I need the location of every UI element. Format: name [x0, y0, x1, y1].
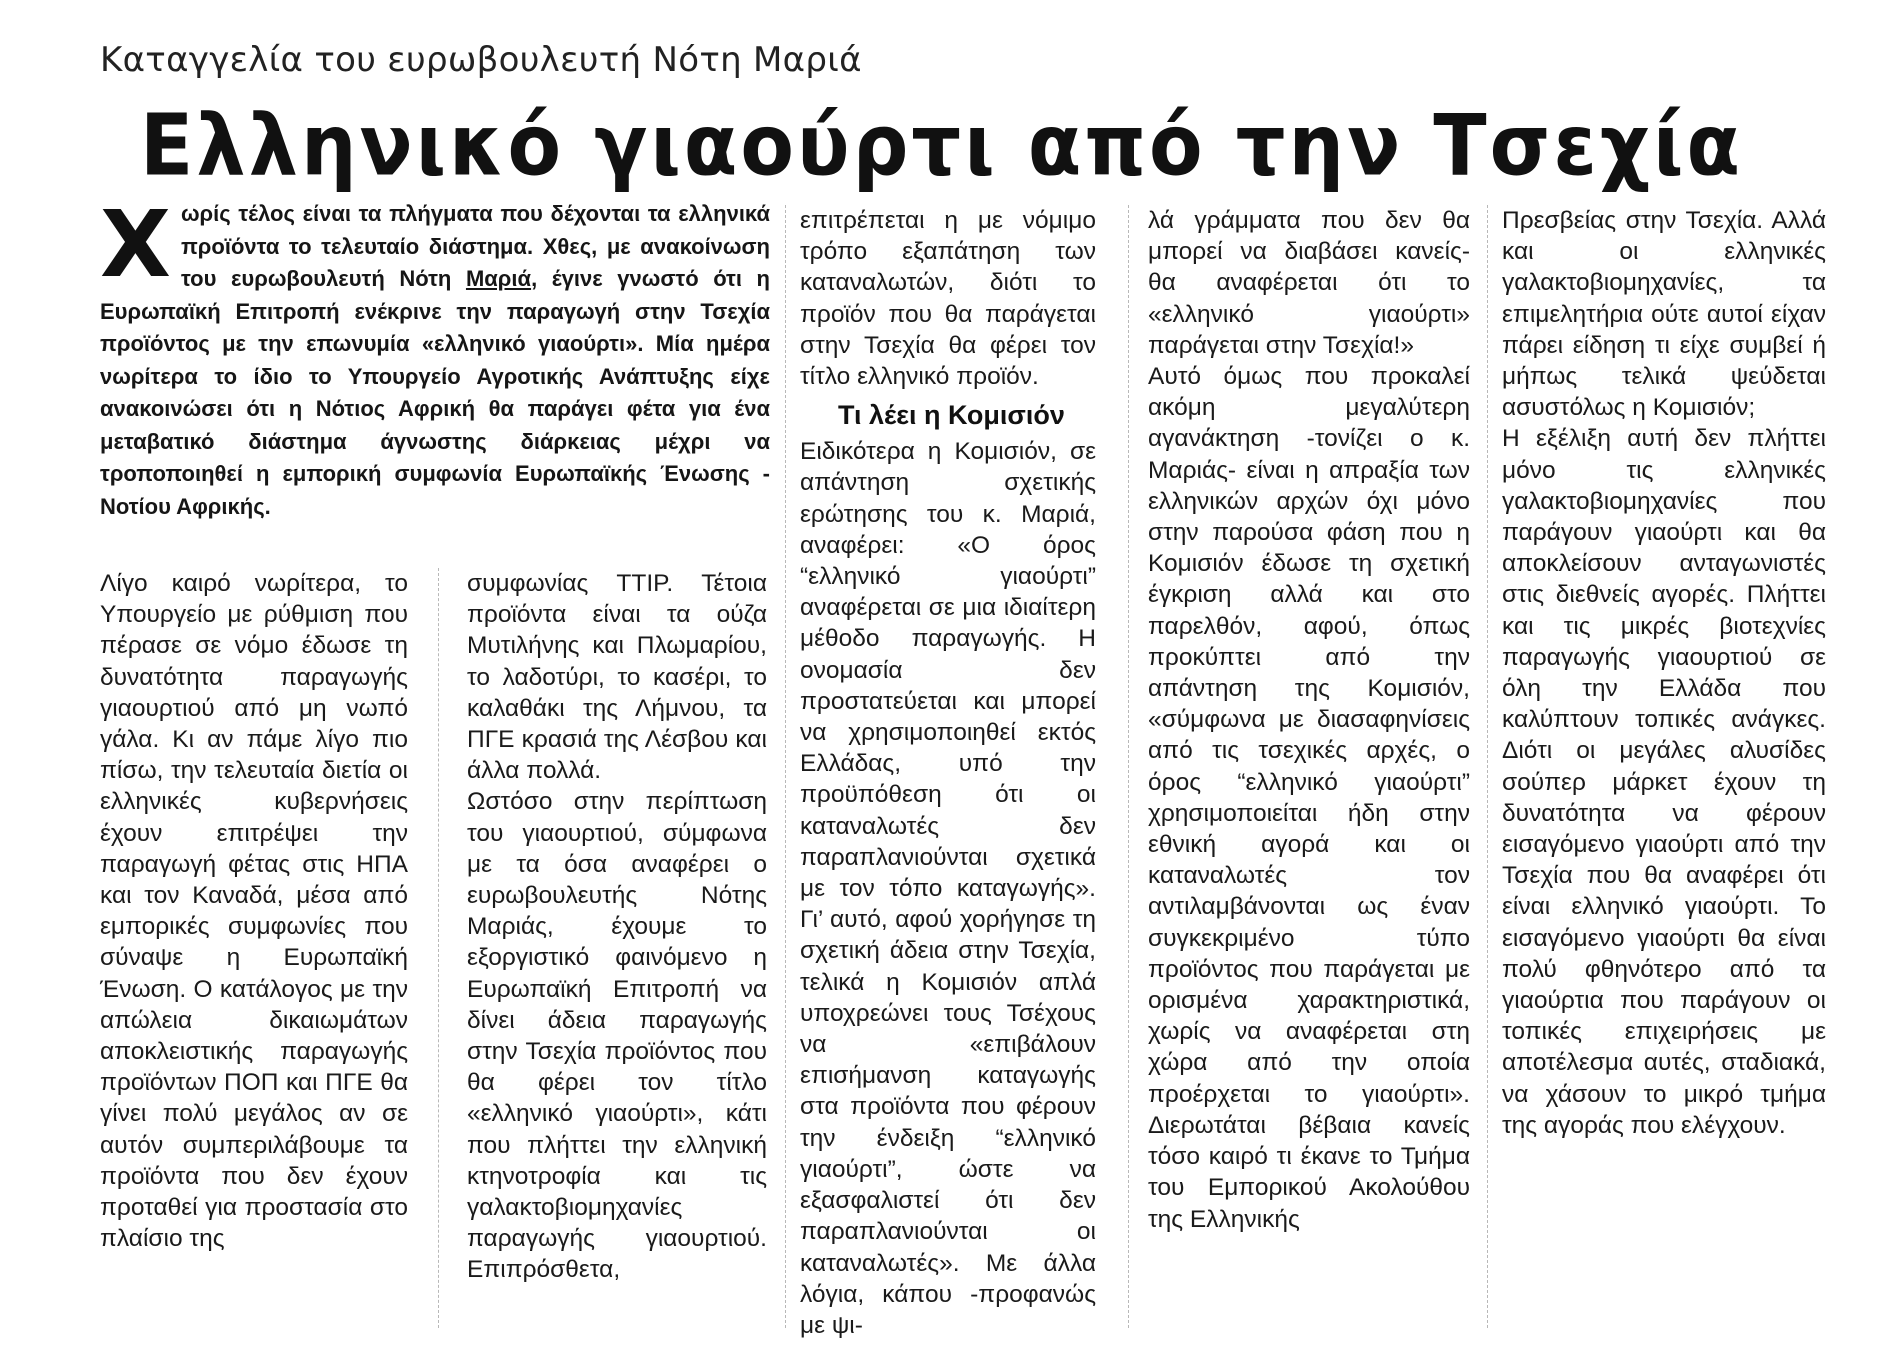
lead-mention: Μαριά — [465, 266, 532, 291]
column-divider — [438, 568, 439, 1328]
column-2-paragraph-2: Ωστόσο στην περίπτωση του γιαουρτιού, σύμφωνα με τα όσα αναφέρει ο ευρωβουλευτής Νότης Μαριάς, έχουμε το εξοργιστικό φαινόμενο η Ευρωπαϊκή Επιτροπή να δίνει άδεια παραγωγής στην Τσεχία προϊόντος που θα φέρει τον τίτλο «ελληνικό γιαούρτι», κάτι που πλήττει την ελληνική κτηνοτροφία και τις γαλακτοβιομηχανίες παραγωγής γιαουρτιού. Επιπρόσθετα, — [467, 788, 767, 1284]
lead-text-start: ωρίς τέλος είναι τα πλήγματα που δέχονται τα ελληνικά προϊόντα το τελευταίο διάστημα. Χθες, με ανακοίνωση του ευρωβουλευτή Νότη — [180, 201, 770, 291]
column-5-paragraph-1: Πρεσβείας στην Τσεχία. Αλλά και οι ελληνικές γαλακτοβιομηχανίες, τα επιμελητήρια ούτε αυτοί είχαν πάρει είδηση τι είχε συμβεί ή μήπως τελικά ψεύδεται ασυστόλως η Κομισιόν; — [1502, 207, 1826, 422]
column-divider — [1128, 205, 1129, 1328]
lead-text-end: , έγινε γνωστό ότι η Ευρωπαϊκή Επιτροπή ενέκρινε την παραγωγή στην Τσεχία προϊόντος με την επωνυμία «ελληνικό γιαούρτι». Μία ημέρα νωρίτερα το ίδιο το Υπουργείο Αγροτικής Ανάπτυξης είχε ανακοινώσει ότι η Νότιος Αφρική θα παράγει φέτα για ένα μεταβατικό διάστημα άγνωστης διάρκειας μέχρι να τροποποιηθεί η εμπορική συμφωνία Ευρωπαϊκής Ένωσης - Νοτίου Αφρικής. — [100, 266, 770, 519]
column-3-paragraph-2: Ειδικότερα η Κομισιόν, σε απάντηση σχετικής ερώτησης του κ. Μαριά, αναφέρει: «Ο όρος “ελληνικό γιαούρτι” αναφέρεται σε μια ιδιαίτερη μέθοδο παραγωγής. Η ονομασία δεν προστατεύεται και μπορεί να χρησιμοποιηθεί εκτός Ελλάδας, υπό την προϋπόθεση ότι οι καταναλωτές δεν παραπλανιούνται σχετικά με τον τόπο καταγωγής». Γι’ αυτό, αφού χορήγησε τη σχετική άδεια στην Τσεχία, τελικά η Κομισιόν απλά υποχρεώνει τους Τσέχους να «επιβάλουν επισήμανση καταγωγής στα προϊόντα που φέρουν την ένδειξη “ελληνικό γιαούρτι”, ώστε να εξασφαλιστεί ότι δεν παραπλανιούνται οι καταναλωτές». Με άλλα λόγια, κάπου -προφανώς με ψι- — [800, 438, 1096, 1339]
column-1 — [100, 568, 408, 1254]
column-3-paragraph-1: επιτρέπεται η με νόμιμο τρόπο εξαπάτηση των καταναλωτών, διότι το προϊόν που θα παράγεται στην Τσεχία θα φέρει τον τίτλο ελληνικό προϊόν. — [800, 207, 1096, 391]
column-5-paragraph-2: Η εξέλιξη αυτή δεν πλήττει μόνο τις ελληνικές γαλακτοβιομηχανίες που παράγουν γιαούρτι και θα αποκλείσουν ανταγωνιστές στις διεθνείς αγορές. Πλήττει και τις μικρές βιοτεχνίες παραγωγής γιαουρτιού σε όλη την Ελλάδα που καλύπτουν τοπικές ανάγκες. Διότι οι μεγάλες αλυσίδες σούπερ μάρκετ έχουν τη δυνατότητα να φέρουν εισαγόμενο γιαούρτι από την Τσεχία που θα αναφέρει ότι είναι ελληνικό γιαούρτι. Το εισαγόμενο γιαούρτι θα είναι πολύ φθηνότερο από τα γιαούρτια που παράγουν οι τοπικές επιχειρήσεις με αποτέλεσμα αυτές, σταδιακά, να χάσουν το μικρό τμήμα της αγοράς που ελέγχουν. — [1502, 425, 1826, 1139]
column-1-paragraph: Λίγο καιρό νωρίτερα, το Υπουργείο με ρύθμιση που πέρασε σε νόμο έδωσε τη δυνατότητα παραγωγής γιαουρτιού από μη νωπό γάλα. Κι αν πάμε λίγο πιο πίσω, την τελευταία διετία οι ελληνικές κυβερνήσεις έχουν επιτρέψει την παραγωγή φέτας στις ΗΠΑ και τον Καναδά, μέσα από εμπορικές συμφωνίες που σύναψε η Ευρωπαϊκή Ένωση. Ο κατάλογος με την απώλεια δικαιωμάτων αποκλειστικής παραγωγής προϊόντων ΠΟΠ και ΠΓΕ θα γίνει πολύ μεγάλος αν σε αυτόν συμπεριλάβουμε τα προϊόντα που δεν έχουν προταθεί για προστασία στο πλαίσιο της — [100, 570, 408, 1253]
column-divider — [1487, 205, 1488, 1328]
article-headline: Ελληνικό γιαούρτι από την Τσεχία — [140, 98, 1744, 196]
drop-cap: Χ — [100, 191, 171, 298]
column-4 — [1148, 205, 1470, 1235]
column-4-paragraph-2: Αυτό όμως που προκαλεί ακόμη μεγαλύτερη αγανάκτηση -τονίζει ο κ. Μαριάς- είναι η απραξία των ελληνικών αρχών όχι μόνο στην παρούσα φάση που η Κομισιόν έδωσε τη σχετική έγκριση αλλά και στο παρελθόν, αφού, όπως προκύπτει από την απάντηση της Κομισιόν, «σύμφωνα με διασαφηνίσεις από τις τσεχικές αρχές, ο όρος “ελληνικό γιαούρτι” χρησιμοποιείται ήδη στην εθνική αγορά και οι καταναλωτές τον αντιλαμβάνονται ως έναν συγκεκριμένο τύπο προϊόντος που παράγεται με ορισμένα χαρακτηριστικά, χωρίς να αναφέρεται στη χώρα από την οποία προέρχεται το γιαούρτι». Διερωτάται βέβαια κανείς τόσο καιρό τι έκανε το Τμήμα του Εμπορικού Ακολούθου της Ελληνικής — [1148, 363, 1470, 1233]
column-2-paragraph-1: συμφωνίας TTIP. Τέτοια προϊόντα είναι τα ούζα Μυτιλήνης και Πλωμαρίου, το λαδοτύρι, το κασέρι, το καλαθάκι της Λήμνου, τα ΠΓΕ κρασιά της Λέσβου και άλλα πολλά. — [467, 570, 767, 785]
article-lead — [100, 191, 770, 523]
column-divider — [785, 205, 786, 1328]
column-3 — [800, 205, 1096, 1341]
article-kicker: Καταγγελία του ευρωβουλευτή Νότη Μαριά — [100, 40, 862, 80]
column-4-paragraph-1: λά γράμματα που δεν θα μπορεί να διαβάσει κανείς- θα αναφέρεται ότι το «ελληνικό γιαούρτι» παράγεται στην Τσεχία!» — [1148, 207, 1470, 359]
section-subheading: Τι λέει η Κομισιόν — [838, 400, 1065, 431]
column-2 — [467, 568, 767, 1286]
column-5 — [1502, 205, 1826, 1141]
